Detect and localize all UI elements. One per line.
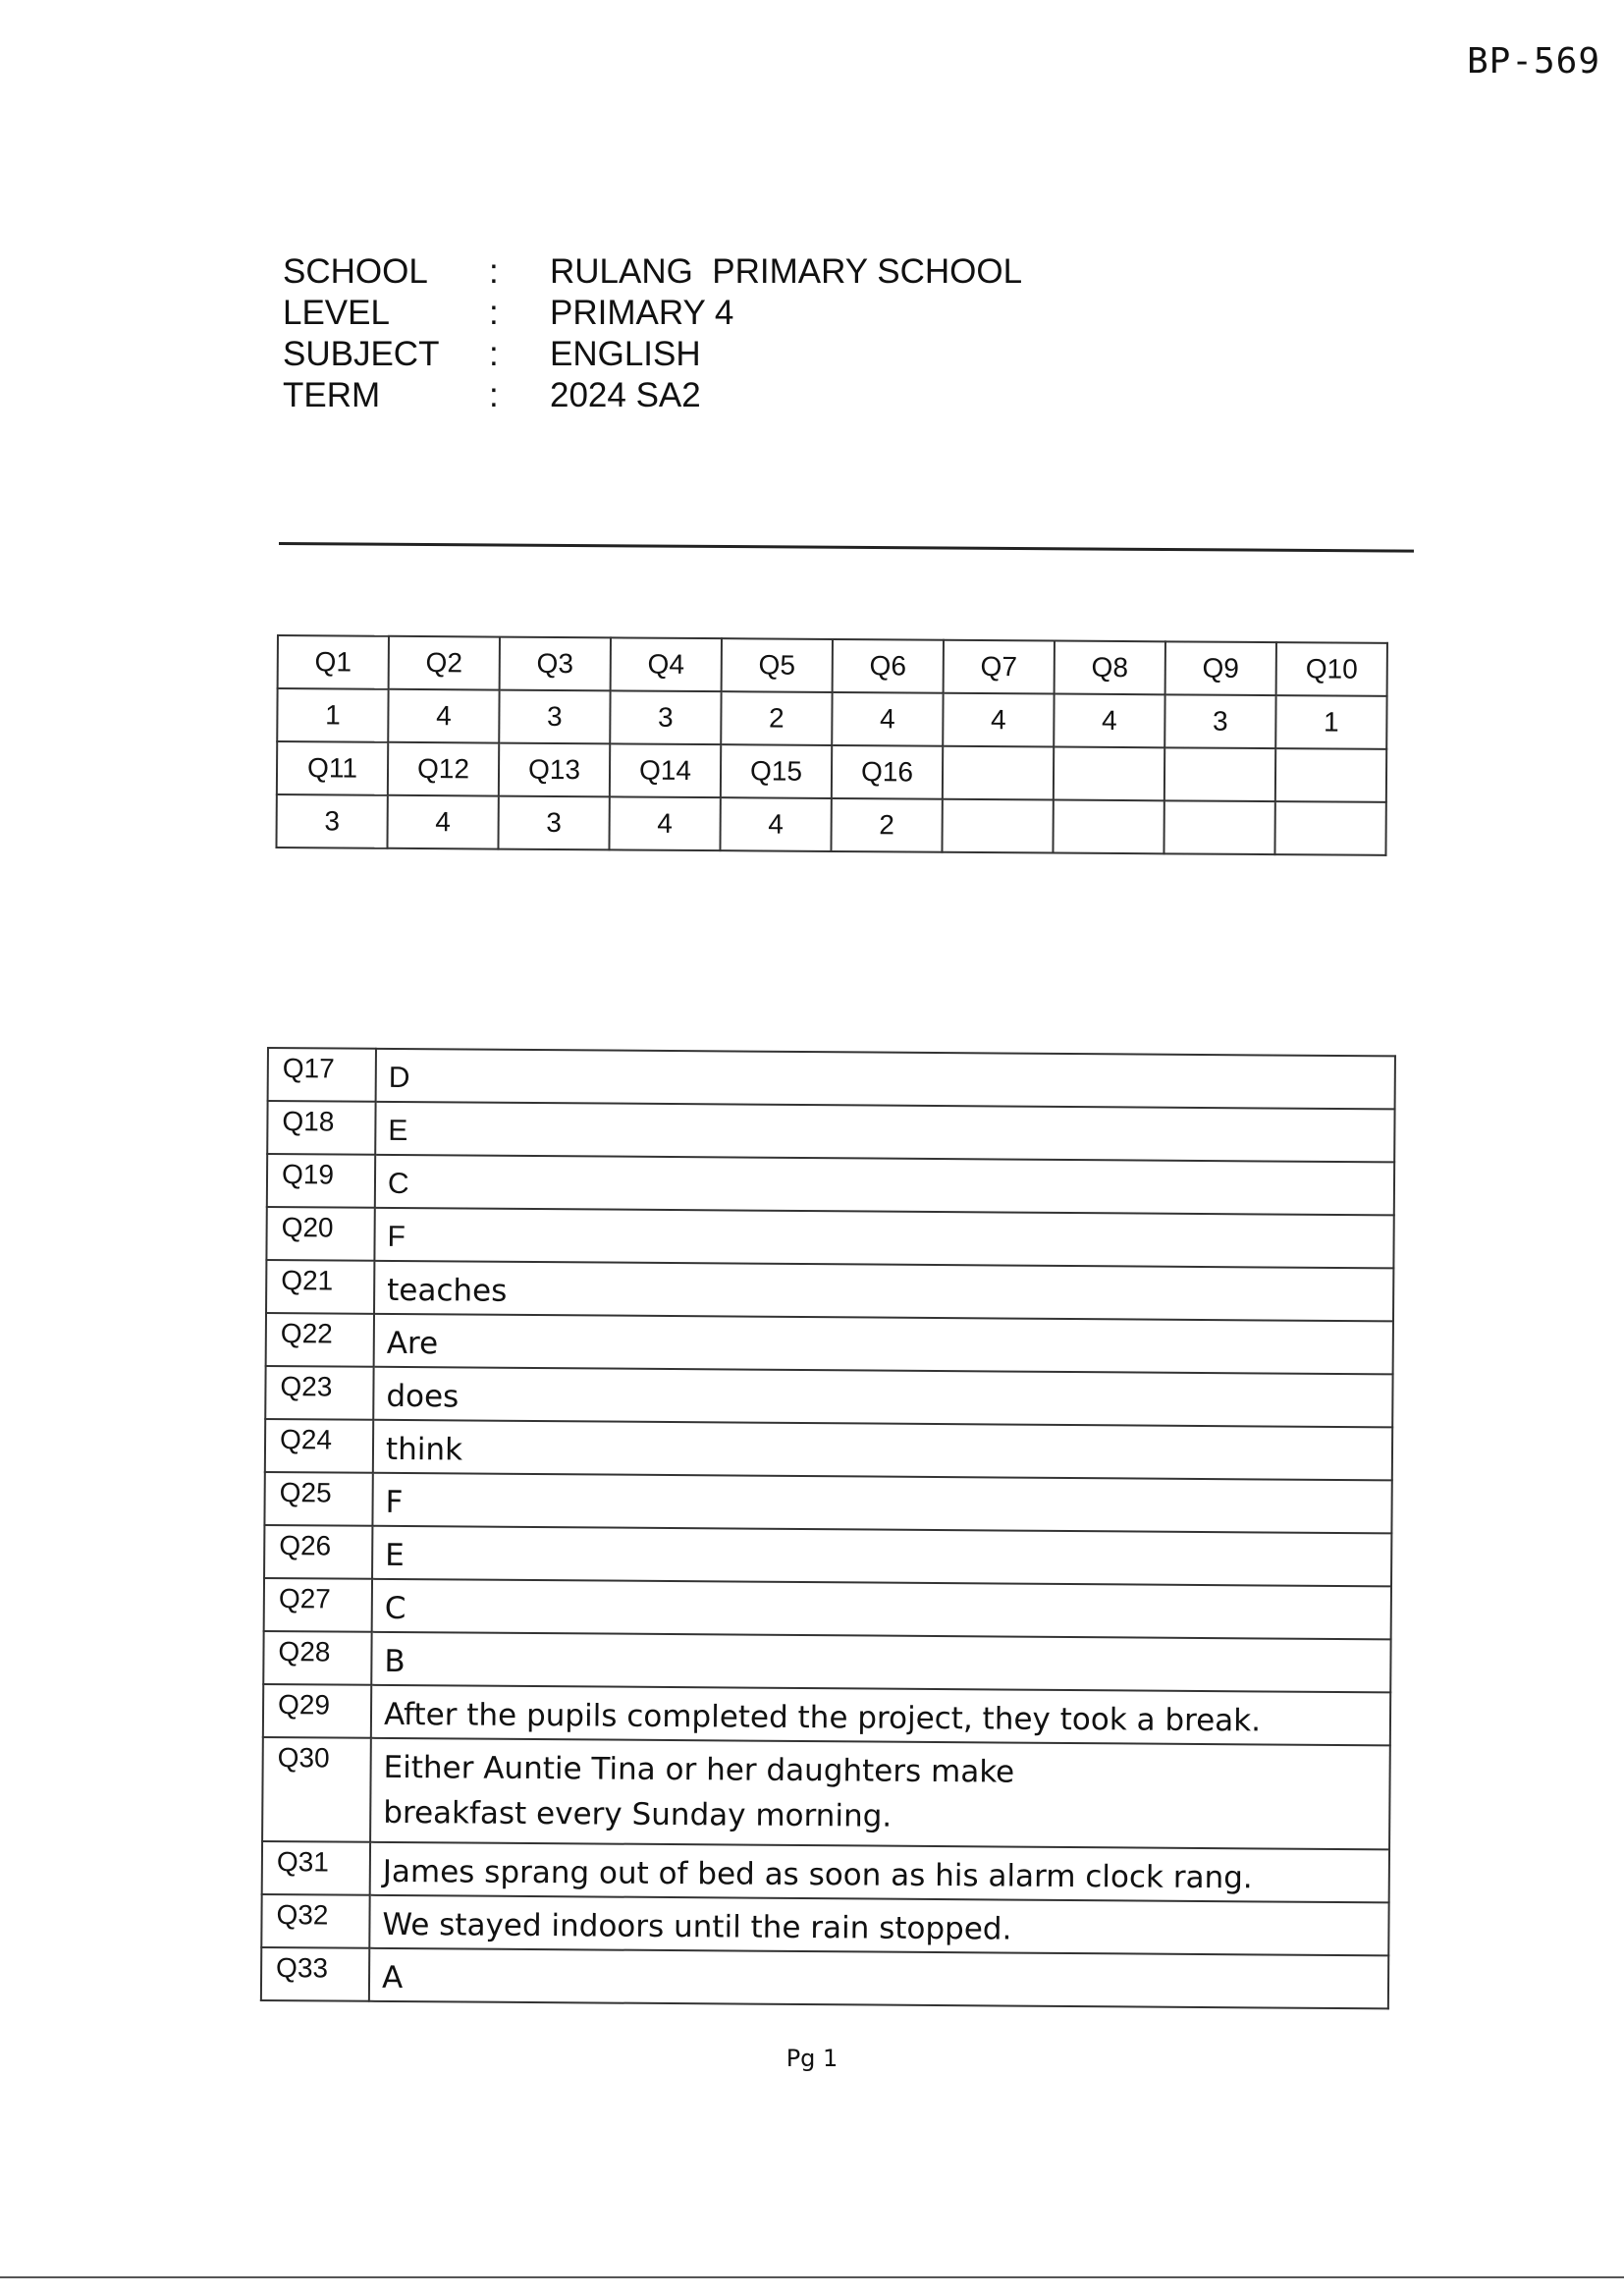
mcq-question-cell: Q1 — [278, 635, 389, 689]
header-colon: : — [489, 376, 499, 414]
bottom-divider — [0, 2276, 1624, 2278]
answer-row — [267, 1101, 1394, 1162]
answer-text: think — [373, 1420, 1392, 1481]
mcq-answer-cell: 1 — [1275, 695, 1386, 749]
answer-text: F — [374, 1208, 1393, 1269]
answer-text: teaches — [374, 1261, 1393, 1322]
question-number: Q30 — [262, 1737, 371, 1842]
answer-text: Are — [374, 1314, 1393, 1375]
answer-text: After the pupils completed the project, they took a break. — [371, 1685, 1390, 1746]
answer-text: C — [372, 1579, 1391, 1640]
mcq-question-cell: Q14 — [610, 743, 721, 797]
answer-text: D — [376, 1049, 1395, 1110]
question-number: Q32 — [261, 1894, 369, 1948]
header-value: PRIMARY 4 — [550, 294, 734, 332]
open-answer-table — [260, 1047, 1396, 2009]
mcq-answer-cell: 4 — [1054, 694, 1164, 748]
mcq-question-cell: Q13 — [499, 743, 610, 797]
mcq-question-cell: Q3 — [500, 637, 611, 691]
answer-row — [267, 1154, 1394, 1215]
mcq-answer-cell: 2 — [831, 798, 942, 852]
question-number: Q17 — [268, 1048, 376, 1102]
answer-row — [266, 1260, 1393, 1321]
header-colon: : — [489, 335, 499, 373]
answer-text: E — [375, 1102, 1394, 1163]
answer-row — [264, 1578, 1391, 1639]
mcq-answer-row — [277, 688, 1386, 749]
mcq-question-cell: Q7 — [944, 640, 1055, 694]
answer-row — [261, 1947, 1388, 2008]
mcq-answer-cell: 3 — [610, 690, 721, 744]
mcq-answer-cell — [1164, 800, 1274, 854]
mcq-question-cell: Q10 — [1276, 642, 1387, 696]
header-label: SUBJECT — [283, 335, 440, 373]
mcq-question-cell — [943, 746, 1054, 800]
mcq-question-cell: Q6 — [833, 639, 944, 693]
answer-text: We stayed indoors until the rain stopped. — [369, 1895, 1388, 1956]
header-colon: : — [489, 252, 499, 291]
answer-text: B — [371, 1632, 1390, 1693]
answer-row — [264, 1472, 1391, 1533]
question-number: Q25 — [264, 1472, 372, 1526]
mcq-answer-cell: 4 — [388, 689, 499, 743]
mcq-question-cell: Q15 — [721, 744, 832, 798]
mcq-answer-cell — [942, 799, 1053, 853]
mcq-question-cell — [1164, 747, 1275, 801]
answer-text: E — [372, 1526, 1391, 1587]
header-label: SCHOOL — [283, 252, 428, 291]
header-value: ENGLISH — [550, 335, 701, 373]
header-row-level — [283, 293, 1022, 334]
question-number: Q29 — [263, 1684, 371, 1738]
answer-row — [263, 1631, 1390, 1692]
mcq-question-cell: Q16 — [832, 745, 943, 799]
header-label: TERM — [283, 376, 381, 414]
mcq-answer-cell: 4 — [943, 693, 1054, 747]
header-row-term — [283, 375, 1022, 416]
question-number: Q20 — [266, 1207, 374, 1261]
answer-row — [266, 1207, 1393, 1268]
answer-text: James sprang out of bed as soon as his alarm clock rang. — [370, 1842, 1389, 1903]
mcq-question-cell: Q11 — [277, 741, 388, 795]
question-number: Q33 — [261, 1947, 369, 2001]
mcq-answer-cell: 4 — [609, 796, 720, 850]
question-number: Q18 — [267, 1101, 375, 1155]
mcq-answer-cell: 4 — [720, 797, 831, 851]
mcq-answer-cell — [1274, 801, 1385, 855]
answer-text: C — [375, 1155, 1394, 1216]
header-row-subject — [283, 334, 1022, 375]
answer-row — [265, 1419, 1392, 1480]
answer-text: A — [369, 1948, 1388, 2009]
answer-text: does — [373, 1367, 1392, 1428]
mcq-answer-row — [276, 794, 1385, 855]
mcq-question-row — [278, 635, 1387, 696]
question-number: Q23 — [265, 1366, 373, 1420]
mcq-question-cell — [1054, 747, 1164, 801]
mcq-answer-cell: 2 — [721, 691, 832, 745]
mcq-question-cell: Q8 — [1055, 641, 1165, 695]
header-label: LEVEL — [283, 294, 390, 332]
exam-header — [283, 251, 1022, 416]
question-number: Q24 — [265, 1419, 373, 1473]
mcq-question-row — [277, 741, 1386, 802]
mcq-question-cell: Q4 — [611, 637, 722, 691]
question-number: Q21 — [266, 1260, 374, 1314]
question-number: Q27 — [264, 1578, 372, 1632]
answer-row — [262, 1737, 1390, 1849]
mcq-question-cell: Q5 — [722, 638, 833, 692]
mcq-answer-cell: 3 — [499, 690, 610, 744]
mcq-answer-cell: 3 — [498, 796, 609, 850]
question-number: Q19 — [267, 1154, 375, 1208]
answer-row — [265, 1366, 1392, 1427]
document-code: BP-569 — [1466, 41, 1600, 82]
answer-row — [266, 1313, 1393, 1374]
answer-row — [264, 1525, 1391, 1586]
answer-row — [268, 1048, 1395, 1109]
question-number: Q22 — [266, 1313, 374, 1367]
header-value: 2024 SA2 — [550, 376, 701, 414]
answer-row — [262, 1841, 1389, 1902]
question-number: Q31 — [262, 1841, 370, 1895]
header-colon: : — [489, 294, 499, 332]
mcq-question-cell: Q2 — [389, 636, 500, 690]
answer-text: Either Auntie Tina or her daughters make breakfast every Sunday morning. — [370, 1738, 1390, 1850]
mcq-question-cell — [1275, 748, 1386, 802]
header-divider — [279, 542, 1414, 553]
answer-text: F — [372, 1473, 1391, 1534]
question-number: Q26 — [264, 1525, 372, 1579]
mcq-answer-cell: 3 — [276, 794, 387, 848]
mcq-answer-cell: 4 — [387, 795, 498, 849]
page-number: Pg 1 — [785, 2045, 839, 2072]
question-number: Q28 — [263, 1631, 371, 1685]
mcq-answer-table — [275, 634, 1387, 856]
answer-row — [263, 1684, 1390, 1745]
header-row-school — [283, 251, 1022, 293]
mcq-answer-cell: 4 — [832, 692, 943, 746]
mcq-question-cell: Q9 — [1165, 641, 1276, 695]
mcq-answer-cell — [1053, 800, 1164, 854]
mcq-question-cell: Q12 — [388, 742, 499, 796]
mcq-answer-cell: 3 — [1164, 694, 1275, 748]
answer-row — [261, 1894, 1388, 1955]
mcq-answer-cell: 1 — [277, 688, 388, 742]
header-value: RULANG PRIMARY SCHOOL — [550, 252, 1023, 291]
